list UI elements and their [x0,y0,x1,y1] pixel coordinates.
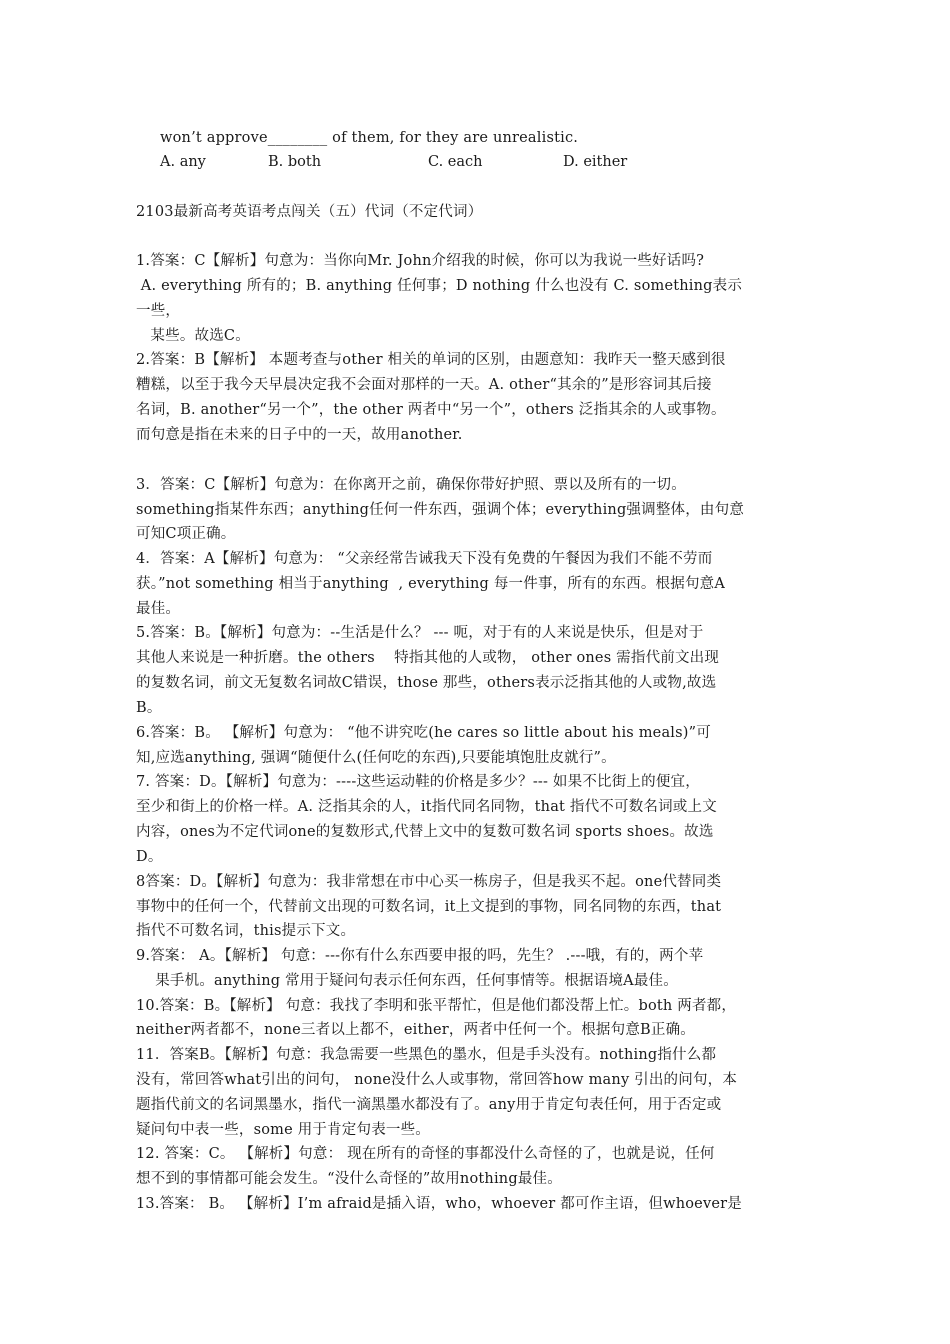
answer-line: 3．答案：C【解析】句意为：在你离开之前，确保你带好护照、票以及所有的一切。 [136,477,686,493]
answer-line: 可知C项正确。 [136,526,236,542]
option-c: C. each [428,154,483,170]
answer-line: 某些。故选C。 [136,328,250,344]
section-title: 2103最新高考英语考点闯关（五）代词（不定代词） [136,204,483,220]
answer-line: 内容，ones为不定代词one的复数形式,代替上文中的复数可数名词 sports shoes。故选 [136,824,714,840]
question-fragment: won’t approve________ of them, for they are unrealistic. [160,130,579,146]
answer-line: 4．答案：A【解析】句意为： “父亲经常告诫我天下没有免费的午餐因为我们不能不劳而 [136,551,713,567]
answer-line: 11．答案B。【解析】句意：我急需要一些黑色的墨水，但是手头没有。nothing指什么都 [136,1047,717,1063]
answer-line: 12. 答案：C。 【解析】句意： 现在所有的奇怪的事都没什么奇怪的了，也就是说，任何 [136,1146,715,1162]
answer-line: 的复数名词，前文无复数名词故C错误，those 那些，others表示泛指其他的人或物,故选 [136,675,717,691]
answer-line: D。 [136,849,163,865]
answer-line: A. everything 所有的；B. anything 任何事；D nothing 什么也没有 C. something表示 [136,278,743,294]
answer-line: 想不到的事情都可能会发生。“没什么奇怪的”故用nothing最佳。 [136,1171,562,1187]
answer-line: 8答案：D。【解析】句意为：我非常想在市中心买一栋房子，但是我买不起。one代替同类 [136,874,722,890]
answer-line: 10.答案：B。【解析】 句意：我找了李明和张平帮忙，但是他们都没帮上忙。both 两者都， [136,998,737,1014]
answer-line: 1.答案：C【解析】句意为：当你向Mr. John介绍我的时候，你可以为我说一些好话吗? [136,253,705,269]
answer-line: 没有，常回答what引出的问句， none没什么人或事物，常回答how many 引出的问句，本 [136,1072,738,1088]
answer-line: 2.答案：B【解析】 本题考查与other 相关的单词的区别，由题意知：我昨天一整天感到很 [136,352,726,368]
answer-line: 最佳。 [136,601,181,617]
answer-line: 指代不可数名词，this提示下文。 [136,923,356,939]
answer-line: 13.答案： B。 【解析】I’m afraid是插入语，who，whoever 都可作主语，但whoever是 [136,1196,742,1212]
answer-line: 糟糕，以至于我今天早晨决定我不会面对那样的一天。A. other“其余的”是形容词其后接 [136,377,712,393]
option-a: A. any [160,154,206,170]
answer-line: 至少和街上的价格一样。A. 泛指其余的人，it指代同名同物，that 指代不可数名词或上文 [136,799,717,815]
answer-line: neither两者都不，none三者以上都不，either，两者中任何一个。根据句意B正确。 [136,1022,695,1038]
answer-line: 果手机。anything 常用于疑问句表示任何东西，任何事情等。根据语境A最佳。 [136,973,678,989]
answer-line: 7. 答案：D。【解析】句意为：----这些运动鞋的价格是多少？--- 如果不比街上的便宜， [136,774,700,790]
answer-line: 事物中的任何一个，代替前文出现的可数名词，it上文提到的事物，同名同物的东西，that [136,899,722,915]
answer-line: 疑问句中表一些，some 用于肯定句表一些。 [136,1122,431,1138]
answer-line: 9.答案： A。【解析】 句意：---你有什么东西要申报的吗，先生？ .---哦，有的，两个苹 [136,948,704,964]
answer-line: 6.答案：B。 【解析】句意为： “他不讲究吃(he cares so little about his meals)”可 [136,725,711,741]
answer-line: 而句意是指在未来的日子中的一天，故用another. [136,427,463,443]
answer-line: 5.答案：B。【解析】句意为：--生活是什么？ --- 呃，对于有的人来说是快乐，但是对于 [136,625,704,641]
answer-line: 知,应选anything, 强调“随便什么(任何吃的东西),只要能填饱肚皮就行”。 [136,750,616,766]
answer-line: 其他人来说是一种折磨。the others 特指其他的人或物， other ones 需指代前文出现 [136,650,720,666]
answer-line: 一些， [136,303,181,319]
option-b: B. both [268,154,322,170]
answer-line: 名词，B. another“另一个”，the other 两者中“另一个”，others 泛指其余的人或事物。 [136,402,726,418]
answer-line: B。 [136,700,162,716]
option-d: D. either [563,154,628,170]
answer-line: something指某件东西；anything任何一件东西，强调个体；everything强调整体，由句意 [136,502,745,518]
answer-line: 题指代前文的名词黑墨水，指代一滴黑墨水都没有了。any用于肯定句表任何，用于否定或 [136,1097,722,1113]
answer-line: 获。”not something 相当于anything , everything 每一件事，所有的东西。根据句意A [136,576,726,592]
